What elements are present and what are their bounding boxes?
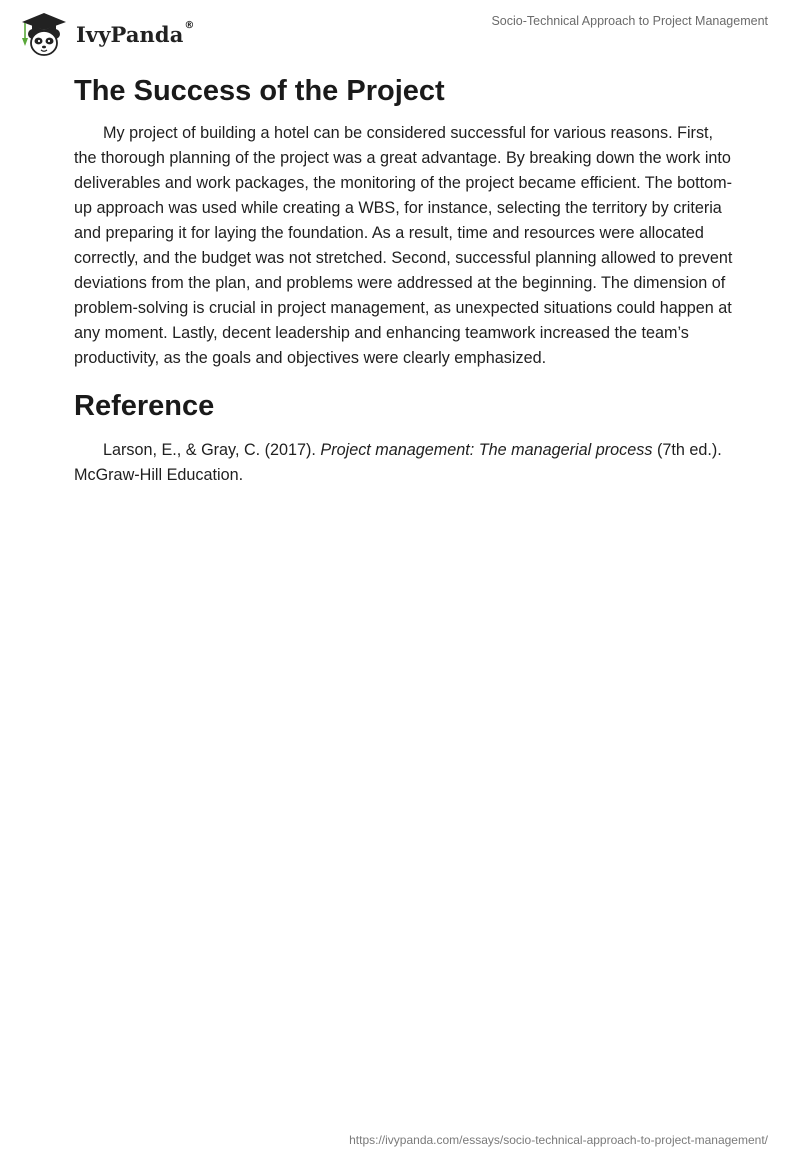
reference-authors: Larson, E., & Gray, C. (2017). xyxy=(103,441,316,459)
source-url[interactable]: https://ivypanda.com/essays/socio-technical-approach-to-project-management/ xyxy=(349,1133,768,1147)
body-paragraph: My project of building a hotel can be considered successful for various reasons. First, the thorough planning of the project was a great advantage. By breaking down the work into deliverables and work packages, the monitoring of the project became efficient. The bottom-up approach was used while creating a WBS, for instance, selecting the territory by criteria and preparing it for laying the foundation. As a result, time and resources were allocated correctly, and the budget was not stretched. Second, successful planning allowed to prevent deviations from the plan, and problems were addressed at the beginning. The dimension of problem-solving is crucial in project management, as unexpected situations could happen at any moment. Lastly, decent leadership and enhancing teamwork increased the team’s productivity, as the goals and objectives were clearly emphasized. xyxy=(74,124,733,367)
reference-publisher: (7th ed.). McGraw-Hill Education. xyxy=(74,441,722,484)
section-title-success: The Success of the Project xyxy=(74,75,445,107)
ivypanda-logo[interactable] xyxy=(14,8,195,58)
document-body xyxy=(74,72,734,488)
registered-mark: ® xyxy=(184,19,195,31)
reference-book-title: Project management: The managerial process xyxy=(320,441,653,459)
running-title: Socio-Technical Approach to Project Management xyxy=(491,14,768,28)
logo-wordmark: IvyPanda® xyxy=(76,19,195,47)
page-header xyxy=(0,0,800,64)
reference-entry xyxy=(74,438,734,488)
panda-graduate-icon xyxy=(14,8,70,58)
section-title-reference: Reference xyxy=(74,390,215,422)
